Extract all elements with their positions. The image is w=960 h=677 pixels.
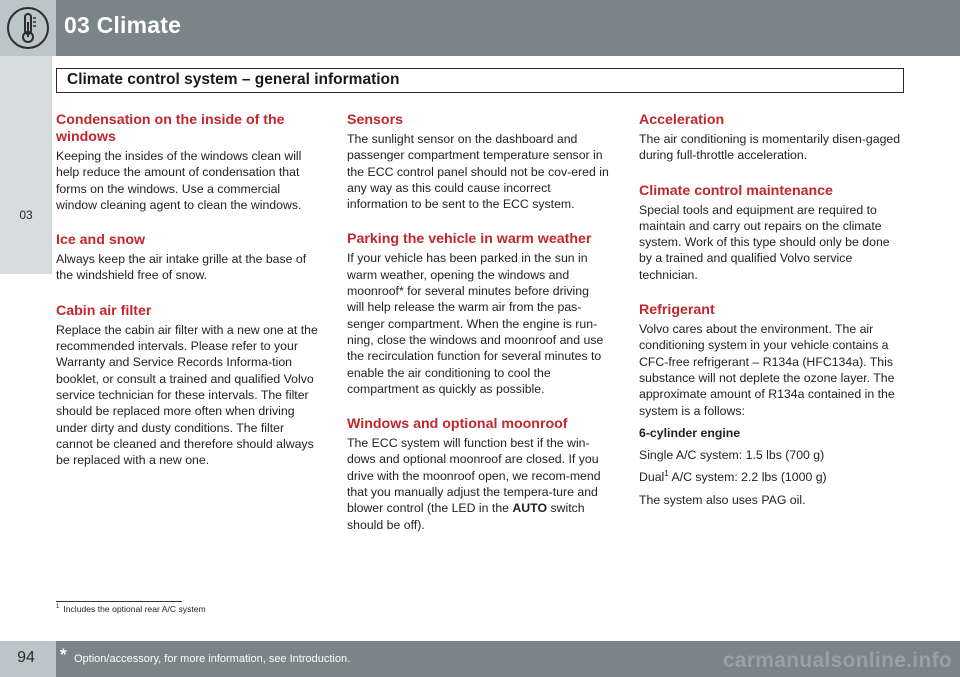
option-star: * — [60, 645, 67, 664]
heading-climate-maintenance: Climate control maintenance — [639, 182, 833, 199]
text-windows-part1: The ECC system will function best if the win-dows and optional moonroof are closed. If you drive with the moonroof open, we recom-mend that you manually adjust the tempera-ture and blower control (the LED in the — [347, 436, 601, 516]
heading-windows-moonroof: Windows and optional moonroof — [347, 416, 568, 433]
header-bar — [0, 0, 960, 56]
footnote-divider — [56, 601, 182, 602]
text-cabin-air-filter: Replace the cabin air filter with a new one at the recommended intervals. Please refer to your Warranty and Service Records Informa-tion booklet, or consult a trained and qualified Volvo service technician for these intervals. The filter should be replaced more often when driving under dirty and dusty conditions. The filter cannot be cleaned and therefore should always be replaced with a new one. — [56, 322, 318, 468]
heading-acceleration: Acceleration — [639, 112, 725, 128]
thermometer-icon — [6, 6, 50, 50]
footer-bar — [0, 641, 960, 677]
text-condensation: Keeping the insides of the windows clean will help reduce the amount of condensation that forms on the windows. Use a commercial window cleaning agent to clean the windows. — [56, 149, 302, 212]
heading-sensors: Sensors — [347, 112, 403, 128]
column-3 — [639, 112, 901, 514]
footnote-marker: 1 — [56, 604, 60, 611]
heading-cabin-air-filter: Cabin air filter — [56, 302, 152, 319]
column-2 — [347, 112, 609, 546]
dual-prefix: Dual — [639, 470, 665, 485]
footnote — [56, 604, 206, 614]
chapter-icon-box — [0, 0, 56, 56]
engine-label: 6-cylinder engine — [639, 425, 741, 440]
heading-parking-warm: Parking the vehicle in warm weather — [347, 231, 592, 248]
text-sensors: The sunlight sensor on the dashboard and passenger compartment temperature sensor in the ECC control panel should not be cov-ered in any way as this could cause incorrect information to be sent to the ECC system. — [347, 132, 609, 212]
heading-ice-snow: Ice and snow — [56, 232, 146, 249]
text-ice-snow: Always keep the air intake grille at the base of the windshield free of snow. — [56, 252, 307, 283]
single-ac-amount: Single A/C system: 1.5 lbs (700 g) — [639, 448, 825, 463]
heading-refrigerant: Refrigerant — [639, 302, 715, 319]
pag-oil-text: The system also uses PAG oil. — [639, 492, 806, 507]
option-note: Option/accessory, for more information, see Introduction. — [74, 653, 351, 665]
watermark: carmanualsonline.info — [722, 649, 952, 672]
heading-condensation: Condensation on the inside of the windows — [56, 112, 285, 145]
text-parking-warm: If your vehicle has been parked in the sun in warm weather, opening the windows and moonroof* for several minutes before driving will help release the warm air from the pas-senger compartment. When the engine is run-ning, close the windows and moonroof and use the recirculation function for several minutes to enable the air conditioning to cool the compartment as quickly as possible. — [347, 251, 604, 396]
chapter-side-tab — [0, 56, 52, 274]
text-climate-maintenance: Special tools and equipment are required to maintain and carry out repairs on the climate system. Work of this type should only be done by a trained and qualified Volvo service technician. — [639, 202, 890, 282]
page-number: 94 — [17, 649, 35, 666]
column-1 — [56, 112, 324, 481]
side-tab-label: 03 — [19, 208, 33, 222]
text-refrigerant: Volvo cares about the environment. The air conditioning system in your vehicle contains a CFC-free refrigerant – R134a (HFC134a). This substance will not deplete the ozone layer. The approximate amount of R134a contained in the system is a follows: — [639, 322, 895, 418]
auto-switch-label: AUTO — [512, 501, 548, 516]
section-title-box — [56, 68, 904, 93]
text-windows-moonroof — [347, 435, 609, 533]
section-title: Climate control system – general information — [67, 71, 400, 88]
chapter-title: 03 Climate — [64, 12, 182, 38]
dual-ac-amount — [639, 469, 901, 485]
text-windows-part2: switch should be off). — [347, 501, 585, 532]
footnote-ref: 1 — [664, 469, 669, 479]
dual-rest: A/C system: 2.2 lbs (1000 g) — [668, 470, 827, 485]
text-acceleration: The air conditioning is momentarily disen-gaged during full-throttle acceleration. — [639, 132, 901, 163]
footnote-text: Includes the optional rear A/C system — [63, 604, 206, 614]
page-number-box — [0, 641, 56, 677]
